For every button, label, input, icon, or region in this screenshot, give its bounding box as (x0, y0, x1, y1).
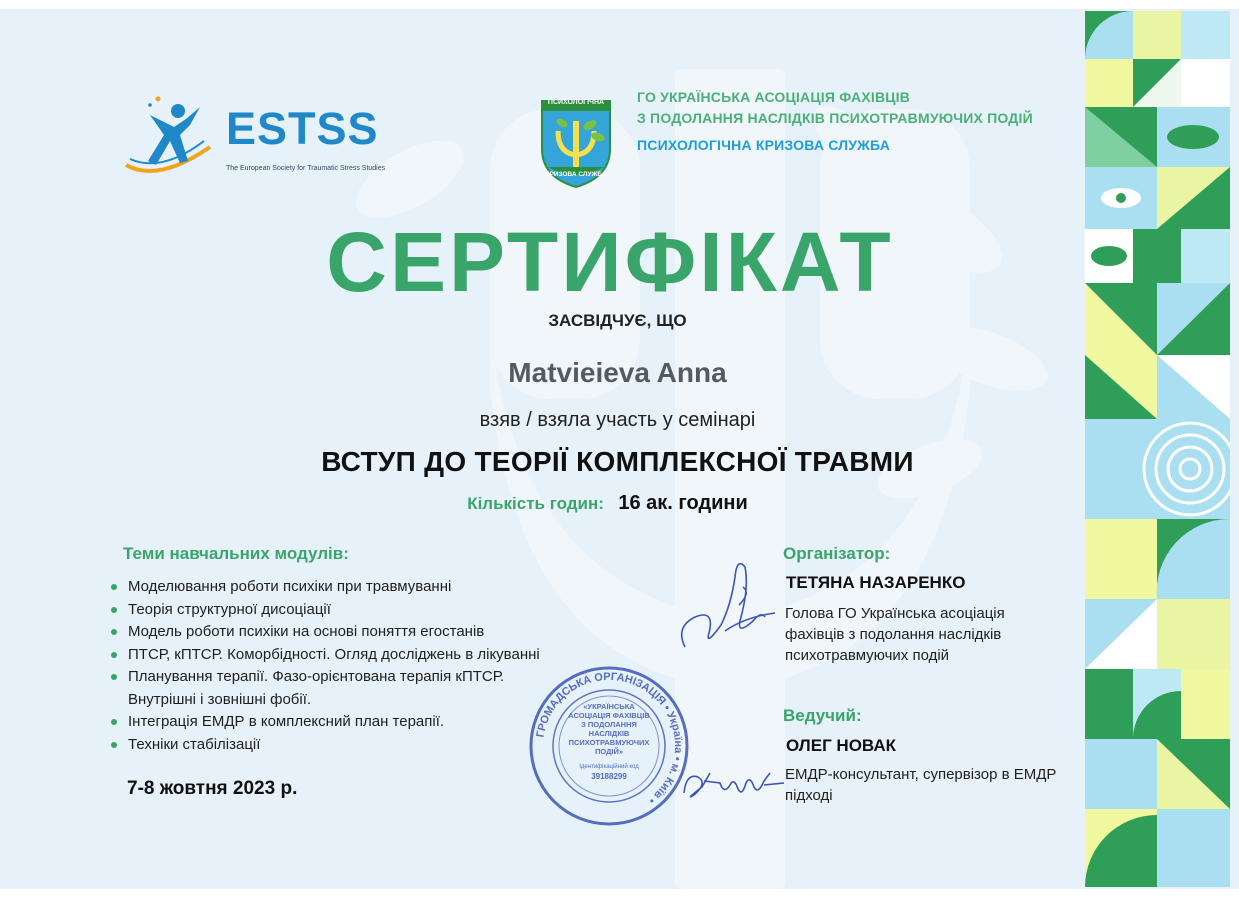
seminar-title: ВСТУП ДО ТЕОРІЇ КОМПЛЕКСНОЇ ТРАВМИ (321, 446, 914, 477)
presenter-signature (680, 759, 790, 809)
org-service-name: ПСИХОЛОГІЧНА КРИЗОВА СЛУЖБА (637, 137, 891, 153)
org-name-line2: З ПОДОЛАННЯ НАСЛІДКІВ ПСИХОТРАВМУЮЧИХ ПОДІЙ (637, 110, 1033, 126)
org-name-line1: ГО УКРАЇНСЬКА АСОЦІАЦІЯ ФАХІВЦІВ (637, 89, 911, 105)
stamp-inner-text: «УКРАЇНСЬКА АСОЦІАЦІЯ ФАХІВЦІВ З ПОДОЛАННЯ НАСЛІДКІВ ПСИХОТРАВМУЮЧИХ ПОДІЙ» (568, 702, 650, 756)
organizer-name: ТЕТЯНА НАЗАРЕНКО (786, 573, 966, 592)
presenter-description: ЕМДР-консультант, супервізор в ЕМДР підході (785, 766, 1057, 804)
module-item: Моделювання роботи психіки при травмуванні (108, 576, 608, 599)
hours-row (0, 492, 1215, 515)
module-item: ПТСР, кПТСР. Коморбідності. Огляд досліджень в лікуванні (108, 644, 608, 667)
module-item: Інтеграція ЕМДР в комплексний план терапії. (108, 711, 608, 734)
module-item-text: Планування терапії. Фазо-орієнтована терапія кПТСР. (128, 668, 505, 685)
module-item-continuation: Внутрішні і зовнішні фобії. (128, 690, 312, 708)
crisis-service-shield-logo (538, 97, 614, 191)
stamp-ring-text: ГРОМАДСЬКА ОРГАНІЗАЦІЯ • Україна • м. Київ • (534, 670, 685, 807)
presenter-name: ОЛЕГ НОВАК (786, 736, 897, 755)
shield-top-text: ПСИХОЛОГІЧНА (547, 99, 605, 106)
presenter-label: Ведучий: (783, 706, 862, 725)
organizer-signature (665, 547, 785, 667)
stamp-code: 39188299 (591, 772, 627, 781)
recipient-name: Matvieieva Anna (508, 357, 727, 388)
estss-wordmark: ESTSS (226, 103, 379, 154)
stamp-code-label: Ідентифікаційний код (579, 764, 639, 770)
organization-stamp (527, 664, 691, 828)
modules-title: Теми навчальних модулів: (123, 544, 349, 563)
hours-value: 16 ак. години (618, 492, 748, 514)
module-item: Техніки стабілізації (108, 734, 608, 757)
certificate-title: СЕРТИФІКАТ (326, 215, 894, 309)
estss-tagline: The European Society for Traumatic Stress Studies (226, 165, 386, 172)
decorative-pattern-strip (1085, 11, 1230, 887)
certificate (0, 9, 1239, 889)
certifies-text: ЗАСВІДЧУЄ, ЩО (548, 311, 687, 330)
shield-bottom-text: КРИЗОВА СЛУЖБА (545, 171, 607, 178)
organizer-label: Організатор: (783, 544, 891, 563)
estss-figure-icon (118, 89, 218, 185)
module-item: Теорія структурної дисоціації (108, 599, 608, 622)
organizer-description: Голова ГО Українська асоціація фахівців з подолання наслідків психотравмуючих подій (785, 605, 1005, 664)
module-item: Модель роботи психіки на основі поняття егостанів (108, 621, 608, 644)
participation-text: взяв / взяла участь у семінарі (479, 409, 756, 431)
event-date: 7-8 жовтня 2023 р. (127, 778, 298, 799)
hours-label: Кількість годин: (467, 494, 604, 513)
estss-logo (118, 93, 398, 183)
